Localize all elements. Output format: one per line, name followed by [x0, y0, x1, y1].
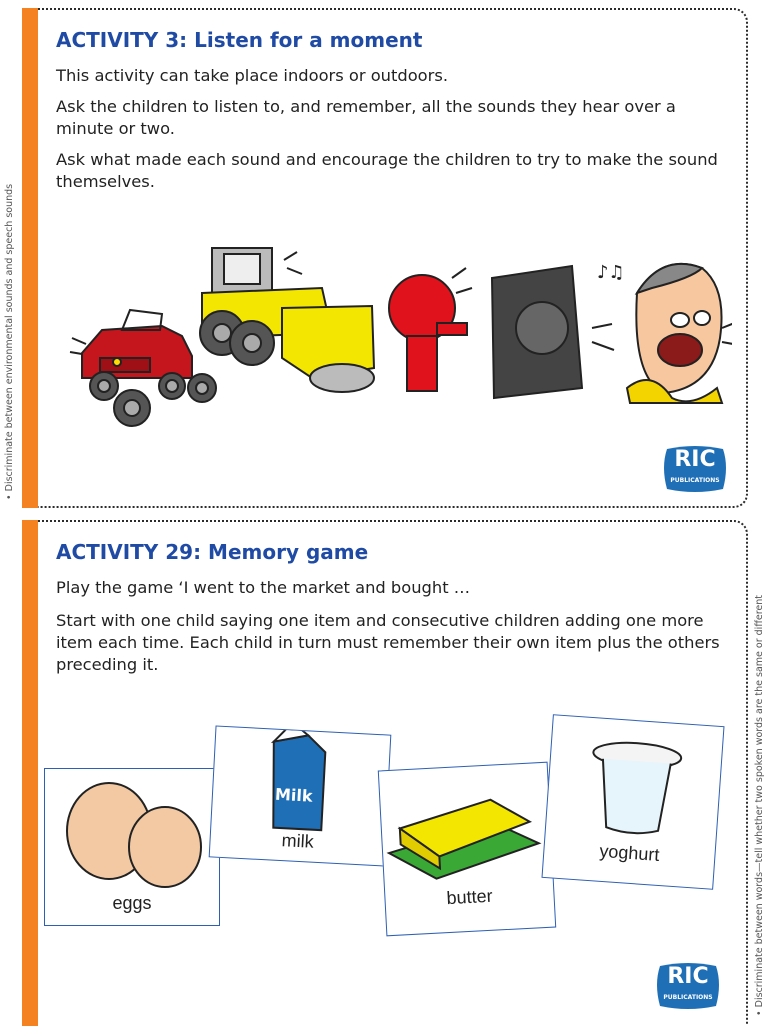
- paragraph: This activity can take place indoors or outdoors.: [56, 66, 448, 85]
- activity-title: ACTIVITY 3: Listen for a moment: [56, 28, 423, 52]
- ric-publications-logo: [650, 960, 726, 1016]
- side-caption: • Discriminate between environmental sounds and speech sounds: [4, 183, 15, 500]
- accent-bar: [22, 8, 38, 508]
- ric-publications-logo: [657, 443, 733, 499]
- logo-text: RIC: [667, 964, 709, 989]
- paragraph: Ask what made each sound and encourage the children to try to make the sound themselves.: [56, 150, 718, 191]
- milk-carton-image: [211, 727, 392, 836]
- shouting-man-image: [627, 264, 732, 403]
- paragraph: Start with one child saying one item and consecutive children adding one more item each time. Each child in turn must remember their own item plus the others preceding it.: [56, 611, 720, 674]
- side-caption: • Discriminate between words—tell whether two spoken words are the same or different: [754, 595, 765, 1016]
- yoghurt-image: [545, 715, 725, 847]
- milk-card: [209, 725, 392, 866]
- speaker-image: [492, 262, 625, 398]
- butter-image: [379, 763, 555, 892]
- bell-image: [389, 268, 472, 391]
- logo-text: RIC: [674, 447, 716, 472]
- activity-card-29: [22, 520, 748, 1024]
- paragraph: Ask the children to listen to, and remember, all the sounds they hear over a minute or two.: [56, 97, 676, 138]
- logo-subtext: PUBLICATIONS: [670, 477, 720, 484]
- eggs-card: [44, 768, 220, 926]
- activity-card-3: [22, 8, 748, 508]
- sound-sources-illustration: [52, 238, 732, 438]
- paragraph: Play the game ‘I went to the market and bought …: [56, 578, 471, 597]
- milk-carton-text: Milk: [274, 784, 314, 806]
- activity-title: ACTIVITY 29: Memory game: [56, 540, 369, 564]
- svg-text:♪♫: ♪♫: [597, 262, 625, 283]
- card-label: yoghurt: [598, 840, 661, 865]
- butter-card: [378, 762, 556, 937]
- accent-bar: [22, 520, 38, 1026]
- card-label: milk: [281, 830, 315, 852]
- card-label: eggs: [112, 893, 152, 913]
- jeep-image: [70, 310, 216, 426]
- eggs-image: [45, 769, 221, 889]
- logo-subtext: PUBLICATIONS: [663, 994, 713, 1001]
- yoghurt-card: [541, 714, 724, 890]
- bulldozer-image: [200, 248, 374, 392]
- card-label: butter: [446, 885, 494, 909]
